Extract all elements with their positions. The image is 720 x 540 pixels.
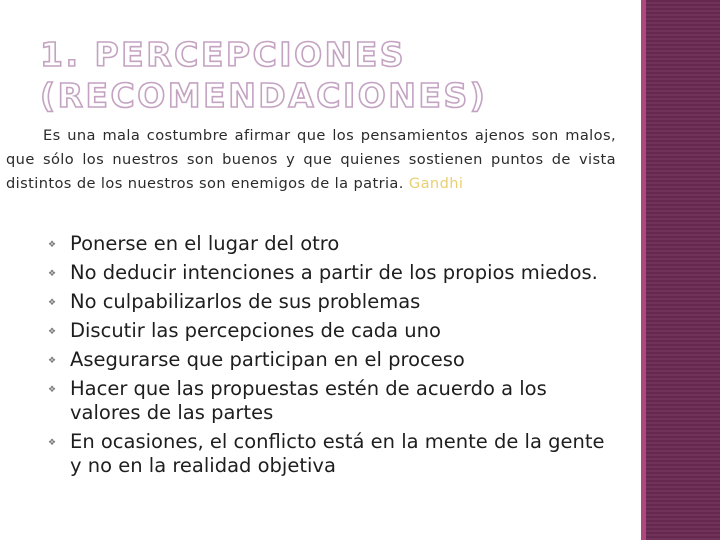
diamond-bullet-icon: ❖ [48,385,57,395]
list-item [48,430,613,478]
list-item-text: No culpabilizarlos de sus problemas [70,290,421,313]
diamond-bullet-icon: ❖ [48,240,57,250]
band-texture [646,0,720,540]
list-item [48,348,613,372]
diamond-bullet-icon: ❖ [48,438,57,448]
diamond-bullet-icon: ❖ [48,269,57,279]
list-item-text: Ponerse en el lugar del otro [70,232,340,255]
list-item [48,290,613,314]
list-item [48,377,613,425]
list-item-text: No deducir intenciones a partir de los propios miedos. [70,261,598,284]
quote-author: Gandhi [408,175,464,192]
list-item-text: Hacer que las propuestas estén de acuerdo a los valores de las partes [70,377,547,424]
slide-title: 1. PERCEPCIONES (RECOMENDACIONES) [40,35,488,115]
list-item [48,232,613,256]
list-item-text: Asegurarse que participan en el proceso [70,348,465,371]
quote-block [6,124,616,196]
list-item-text: Discutir las percepciones de cada uno [70,319,441,342]
diamond-bullet-icon: ❖ [48,356,57,366]
list-item-text: En ocasiones, el conflicto está en la mente de la gente y no en la realidad objetiva [70,430,605,477]
list-item [48,261,613,285]
diamond-bullet-icon: ❖ [48,298,57,308]
list-item [48,319,613,343]
decorative-side-band [641,0,720,540]
recommendations-list [48,232,613,483]
diamond-bullet-icon: ❖ [48,327,57,337]
quote-text: Es una mala costumbre afirmar que los pensamientos ajenos son malos, que sólo los nuestros son buenos y que quienes sostienen puntos de vista distintos de los nuestros son enemigos de la patria. [6,127,616,192]
